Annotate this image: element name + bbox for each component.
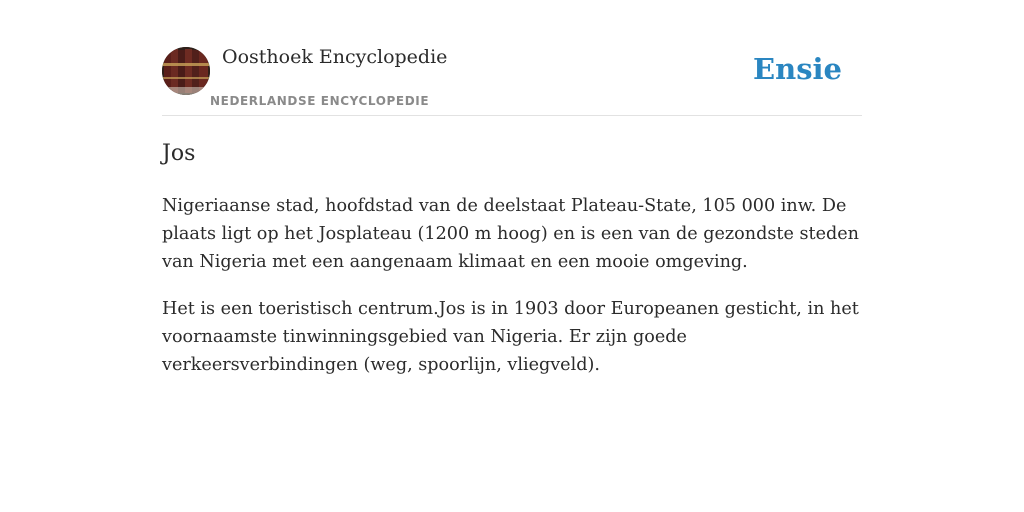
- entry-title: Jos: [162, 141, 196, 166]
- entry-body: [162, 192, 862, 398]
- brand-logo[interactable]: Ensie: [753, 52, 842, 86]
- entry-paragraph: Het is een toeristisch centrum.Jos is in 1903 door Europeanen gesticht, in het voornaamste tinwinningsgebied van Nigeria. Er zijn goede verkeersverbindingen (weg, spoorlijn, vliegveld).: [162, 299, 859, 375]
- source-subtitle: NEDERLANDSE ENCYCLOPEDIE: [210, 94, 430, 108]
- page-container: [162, 0, 862, 375]
- encyclopedia-books-icon[interactable]: [162, 47, 210, 95]
- entry-paragraph: Nigeriaanse stad, hoofdstad van de deelstaat Plateau-State, 105 000 inw. De plaats ligt op het Josplateau (1200 m hoog) en is een van de gezondste steden van Nigeria met een aangenaam klimaat en een mooie omgeving.: [162, 196, 859, 272]
- source-header: [162, 0, 862, 116]
- source-title[interactable]: Oosthoek Encyclopedie: [222, 46, 448, 68]
